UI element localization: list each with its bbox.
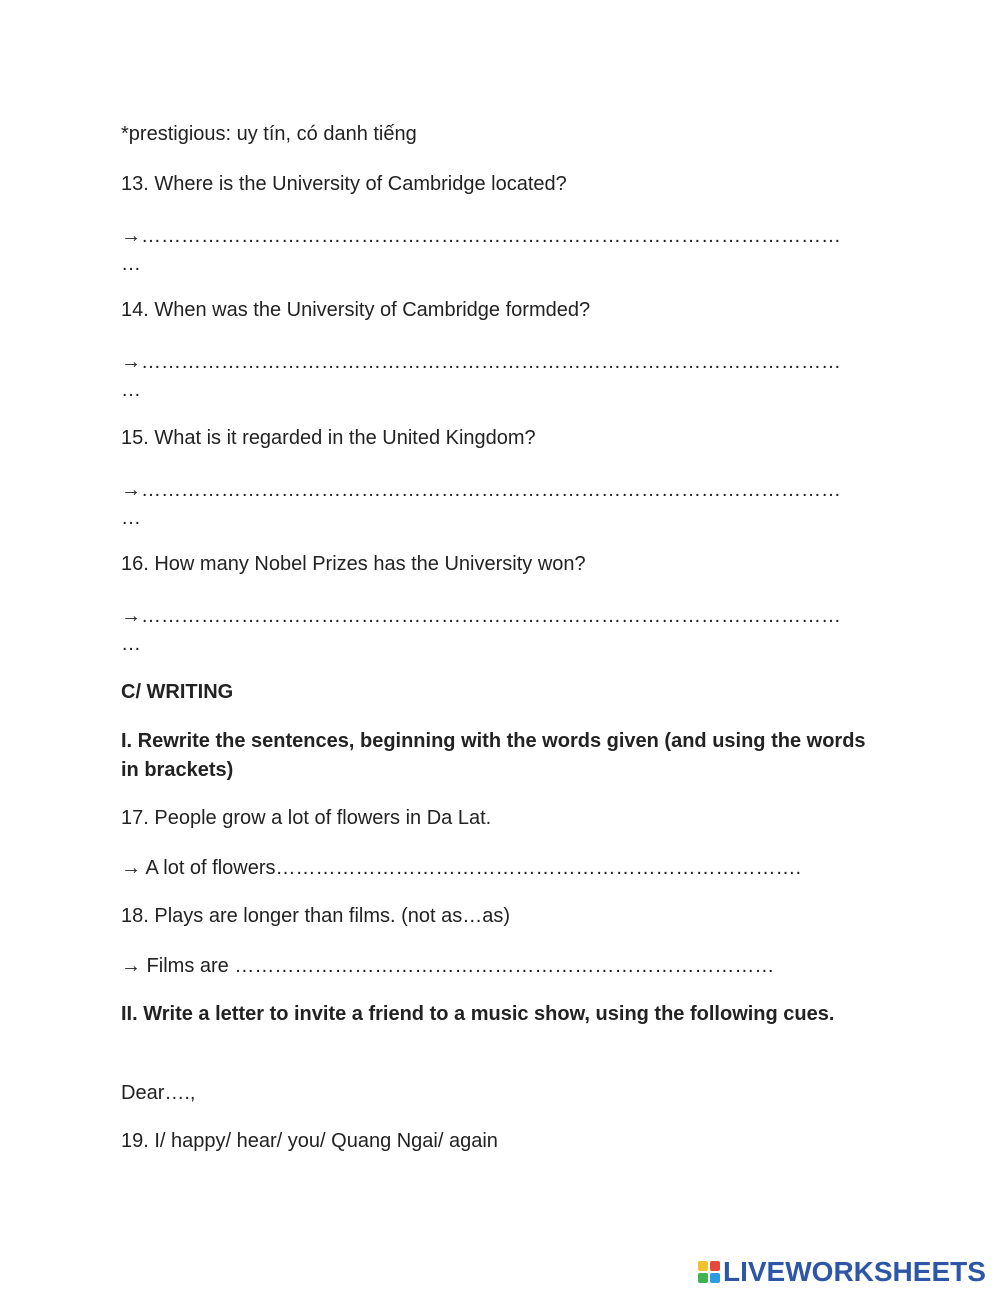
question-13: 13. Where is the University of Cambridge located? xyxy=(121,173,567,195)
liveworksheets-logo xyxy=(698,1257,986,1287)
section-heading-writing: C/ WRITING xyxy=(121,681,234,703)
answer-dots-tail: … xyxy=(121,253,141,275)
answer-line-15[interactable] xyxy=(121,476,881,532)
question-15: 15. What is it regarded in the United Kingdom? xyxy=(121,427,536,449)
question-18: 18. Plays are longer than films. (not as…as) xyxy=(121,905,511,927)
question-14: 14. When was the University of Cambridge formded? xyxy=(121,299,591,321)
logo-cube xyxy=(710,1261,720,1271)
part2-instruction: II. Write a letter to invite a friend to a music show, using the following cues. xyxy=(121,1003,835,1025)
answer-dots: →…………………………………………………………………………………………… xyxy=(121,351,841,373)
logo-cubes-icon xyxy=(698,1261,720,1283)
letter-greeting: Dear…., xyxy=(121,1082,196,1104)
answer-dots-tail: … xyxy=(121,633,141,655)
part1-instruction: I. Rewrite the sentences, beginning with the words given (and using the words in brackets) xyxy=(121,730,866,781)
answer-dots: →…………………………………………………………………………………………… xyxy=(121,605,841,627)
answer-dots: →…………………………………………………………………………………………… xyxy=(121,479,841,501)
logo-cube xyxy=(698,1261,708,1271)
answer-dots-tail: … xyxy=(121,379,141,401)
answer-dots: →…………………………………………………………………………………………… xyxy=(121,225,841,247)
question-17: 17. People grow a lot of flowers in Da Lat. xyxy=(121,807,492,829)
answer-line-13[interactable] xyxy=(121,222,881,278)
answer-line-14[interactable] xyxy=(121,348,881,404)
question-19: 19. I/ happy/ hear/ you/ Quang Ngai/ again xyxy=(121,1130,498,1152)
answer-line-17[interactable]: → A lot of flowers……………………………………………………………………. xyxy=(121,857,802,879)
logo-wordmark: LIVEWORKSHEETS xyxy=(723,1256,986,1287)
answer-line-18[interactable]: → Films are ……………………………………………………………………… xyxy=(121,955,775,977)
logo-cube xyxy=(698,1273,708,1283)
vocab-note: *prestigious: uy tín, có danh tiếng xyxy=(121,123,417,145)
answer-line-16[interactable] xyxy=(121,602,881,658)
answer-dots-tail: … xyxy=(121,507,141,529)
question-16: 16. How many Nobel Prizes has the University won? xyxy=(121,553,586,575)
logo-cube xyxy=(710,1273,720,1283)
